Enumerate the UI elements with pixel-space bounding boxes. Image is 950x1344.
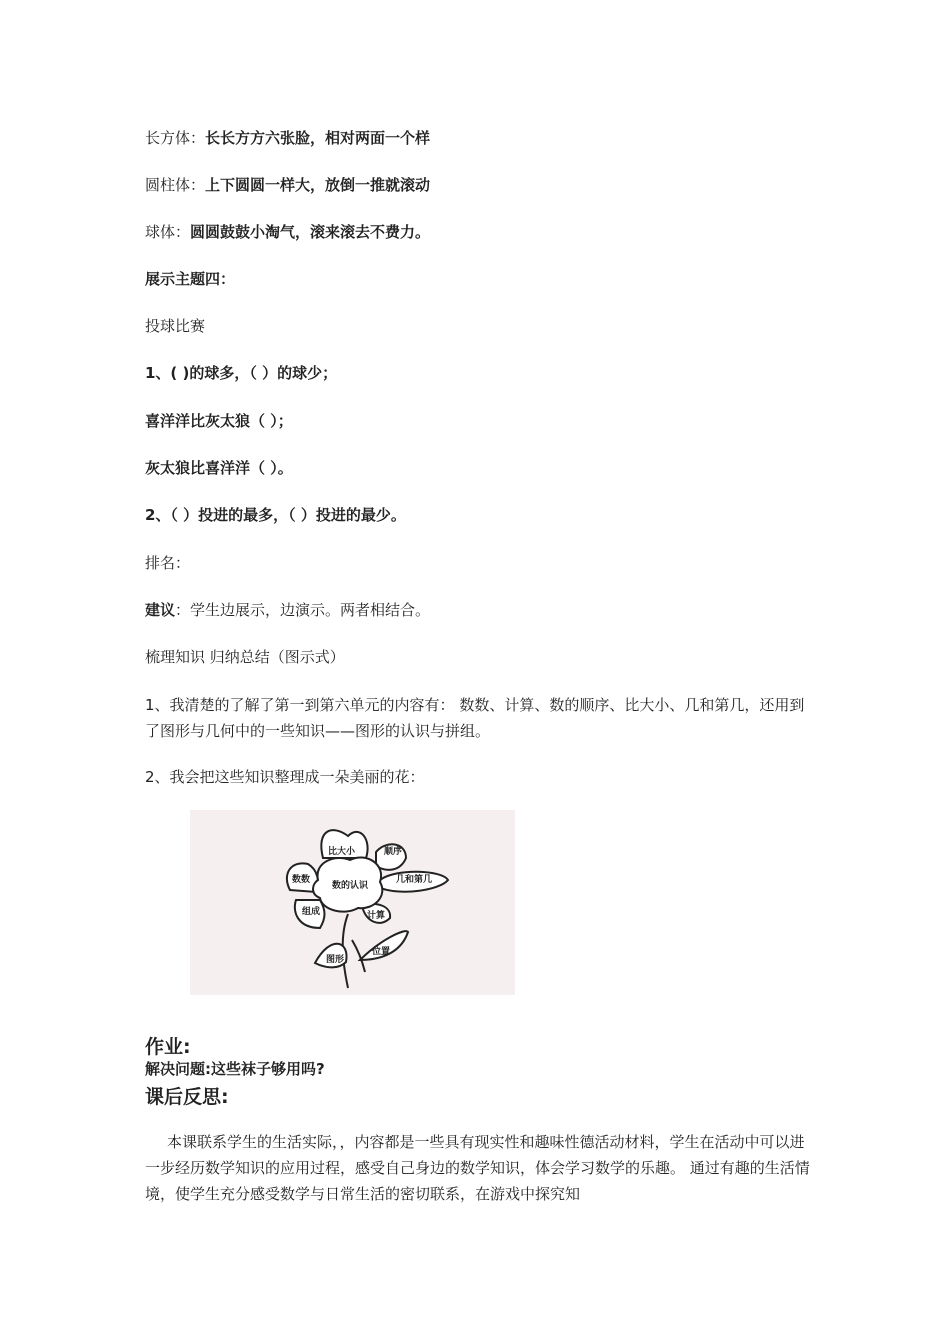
petal-label: 数数 (292, 875, 311, 885)
reflection-title: 课后反思: (145, 1086, 229, 1108)
question-1: 1、( )的球多，（ ）的球少； (145, 364, 338, 382)
shape-line-cylinder (145, 174, 430, 196)
knowledge-flower-figure (190, 810, 515, 995)
petal-label: 几和第几 (396, 875, 433, 885)
summary-paragraph-2: 2、我会把这些知识整理成一朵美丽的花： (145, 768, 425, 786)
suggestion-label: 建议 (145, 601, 176, 619)
homework-title: 作业: (145, 1036, 191, 1058)
question-1a: 喜洋洋比灰太狼（ ）； (145, 412, 293, 430)
summary-title: 梳理知识 归纳总结（图示式） (145, 648, 345, 666)
shape-desc: 长长方方六张脸，相对两面一个样 (205, 129, 431, 147)
leaf-label: 位置 (372, 947, 391, 957)
shape-label: 长方体： (145, 129, 206, 147)
summary-paragraph-1: 1、我清楚的了解了第一到第六单元的内容有： 数数、计算、数的顺序、比大小、几和第几，还用到了图形与几何中的一些知识——图形的认识与拼组。 (145, 696, 805, 740)
suggestion (145, 599, 430, 621)
shape-label: 球体： (145, 223, 191, 241)
contest-title: 投球比赛 (145, 317, 206, 335)
petal-label: 计算 (367, 911, 386, 921)
center-label: 数的认识 (332, 881, 369, 891)
reflection-text: 本课联系学生的生活实际，，内容都是一些具有现实性和趣味性德活动材料，学生在活动中可以进一步经历数学知识的应用过程，感受自己身边的数学知识，体会学习数学的乐趣。 通过有趣的生活情境，使学生充分感受数学与日常生活的密切联系，在游戏中探究知 (145, 1133, 810, 1203)
shape-label: 圆柱体： (145, 176, 206, 194)
petal-label: 比大小 (328, 847, 356, 857)
flower-diagram (190, 810, 515, 995)
shape-line-sphere (145, 221, 430, 243)
petal-label: 组成 (302, 907, 321, 917)
shape-desc: 圆圆鼓鼓小淘气，滚来滚去不费力。 (190, 223, 431, 241)
question-2: 2、（ ）投进的最多，（ ）投进的最少。 (145, 506, 406, 524)
shape-desc: 上下圆圆一样大，放倒一推就滚动 (205, 176, 431, 194)
suggestion-text: ：学生边展示，边演示。两者相结合。 (175, 601, 431, 619)
rank-label: 排名： (145, 554, 191, 572)
leaf-label: 图形 (326, 955, 345, 965)
shape-line-cuboid (145, 127, 430, 149)
petal-label: 顺序 (384, 847, 403, 857)
question-1b: 灰太狼比喜洋洋（ ）。 (145, 459, 293, 477)
theme4-title: 展示主题四： (145, 270, 236, 288)
homework-text: 解决问题:这些袜子够用吗? (145, 1060, 325, 1078)
